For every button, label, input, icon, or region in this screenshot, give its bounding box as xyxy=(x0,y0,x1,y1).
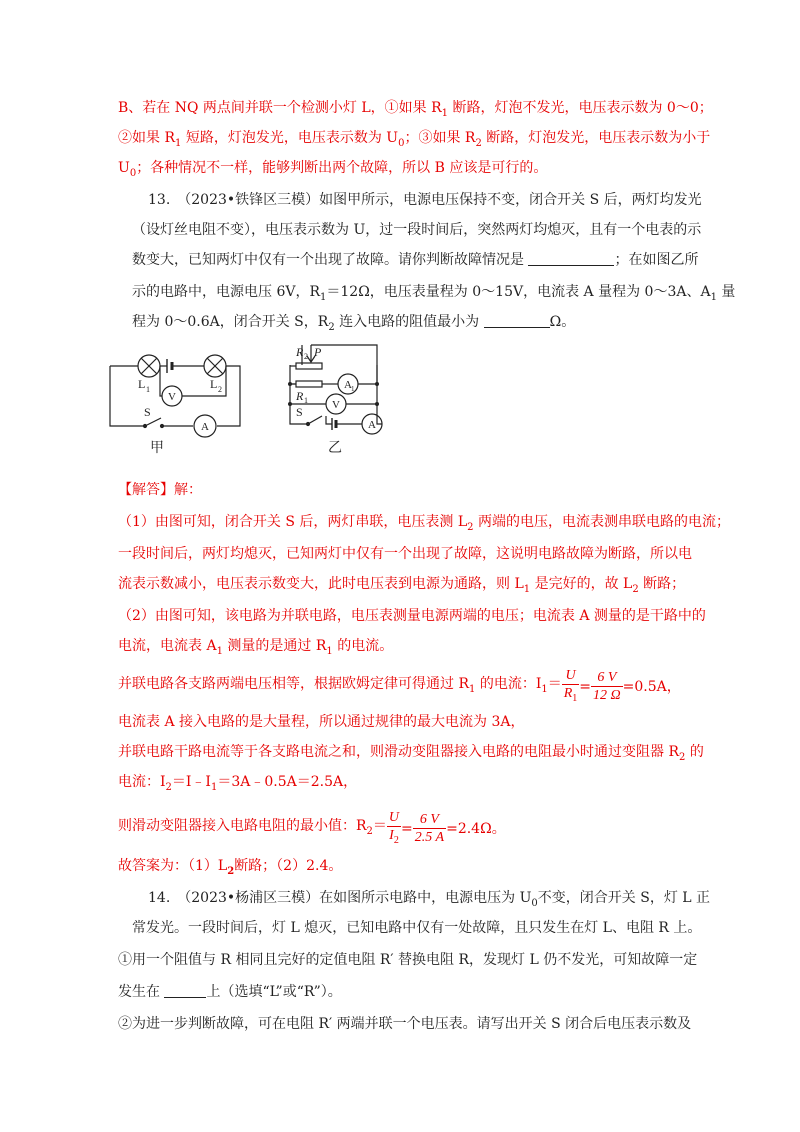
q14-line-1: 14. （2023•杨浦区三模）在如图所示电路中，电源电压为 $U_0$不变，闭合开关 S，灯 L 正 xyxy=(148,890,711,909)
figure-yi-caption: 乙 xyxy=(328,441,342,456)
label-s-yi: S xyxy=(296,405,303,419)
svg-text:2: 2 xyxy=(218,385,222,394)
answer-blank-fault[interactable] xyxy=(528,251,614,266)
label-a: A xyxy=(201,421,209,433)
q14-line-2: 常发光。一段时间后，灯 L 熄灭，已知电路中仅有一处故障，且只发生在灯 L、电阻 R 上。 xyxy=(132,920,702,936)
q13-line-1: 13. （2023•铁锋区三模）如图甲所示，电源电压保持不变，闭合开关 S 后，两灯均发光 xyxy=(148,192,702,208)
formula-i1: 并联电路各支路两端电压相等，根据欧姆定律可得通过 $R_1$ 的电流：$I_1=$ $\frac{U}{R_1}$ = $\frac{6 V}{12 \Omega}$ =0.5A， xyxy=(118,666,681,708)
switch-yi-icon xyxy=(308,416,322,424)
q13-line-2: （设灯丝电阻不变），电压表示数为 U，过一段时间后，突然两灯均熄灭，且有一个电表的示 xyxy=(132,222,702,238)
answer-sum-line-2: 电流：$I_2=I﹣I_1=3A﹣0.5A=2.5A$， xyxy=(118,774,358,793)
resistor-r1-icon xyxy=(296,381,322,387)
switch-icon xyxy=(145,418,161,426)
section-b-line-2: ②如果 $R_1$ 短路，灯泡发光，电压表示数为 $U_0$；③如果 $R_2$ 断路，灯泡发光，电压表示数为小于 xyxy=(118,130,711,149)
svg-text:1: 1 xyxy=(351,385,355,393)
label-r2: R xyxy=(296,345,304,359)
section-b-line-1: B、若在 NQ 两点间并联一个检测小灯 L，①如果 $R_1$ 断路，灯泡不发光，电压表示数为 0～0； xyxy=(118,100,713,119)
q13-line-4: 示的电路中，电源电压 6V，$R_1=12\Omega$，电压表量程为 0～15V，电流表 A 量程为 0～3A、$A_1$ 量 xyxy=(132,284,736,303)
resistor-r2-icon xyxy=(296,363,322,369)
q14-line-3: ①用一个阻值与 R 相同且完好的定值电阻 R′ 替换电阻 R，发现灯 L 仍不发光，可知故障一定 xyxy=(118,952,698,968)
answer-blank-resistance[interactable] xyxy=(484,313,550,328)
q13-line-5: 程为 0～0.6A，闭合开关 S，$R_2$ 连入电路的阻值最小为 Ω。 xyxy=(132,314,576,333)
label-v-yi: V xyxy=(332,399,340,411)
fraction-u-over-r1: $\frac{U}{R_1}$ xyxy=(563,668,578,704)
fraction-6v-over-12ohm: $\frac{6 V}{12 \Omega}$ xyxy=(593,670,621,704)
label-l1: L xyxy=(138,377,146,391)
answer-range-line: 电流表 A 接入电路的是大量程，所以通过规律的最大电流为 3A， xyxy=(118,714,525,730)
svg-text:1: 1 xyxy=(304,396,308,405)
label-a1: A xyxy=(344,379,352,391)
section-b-line-3: $U_0$；各种情况不一样，能够判断出两个故障，所以 B 应该是可行的。 xyxy=(118,160,548,179)
figure-jia-caption: 甲 xyxy=(150,441,164,456)
svg-text:1: 1 xyxy=(146,385,150,394)
answer-final: 故答案为：$(1)L_2$断路；（2）2.4。 xyxy=(118,858,343,877)
answer-blank-l-or-r[interactable] xyxy=(164,983,206,998)
label-a-yi: A xyxy=(368,419,376,431)
label-s: S xyxy=(144,405,151,419)
formula-r2: 则滑动变阻器接入电路电阻的最小值：$R_2=$ $\frac{U}{I_2}$ = $\frac{6 V}{2.5 A}$ =2.4Ω。 xyxy=(118,808,506,850)
answer-p2-line-1: （2）由图可知，该电路为并联电路，电压表测量电源两端的电压；电流表 A 测量的是干路中的 xyxy=(118,608,706,624)
answer-sum-line-1: 并联电路干路电流等于各支路电流之和，则滑动变阻器接入电路的电阻最小时通过变阻器 $R_2$ 的 xyxy=(118,744,704,763)
answer-p1-line-1: （1）由图可知，闭合开关 S 后，两灯串联，电压表测 $L_2$ 两端的电压，电流表测串联电路的电流； xyxy=(118,514,730,533)
q13-line-3: 数变大，已知两灯中仅有一个出现了故障。请你判断故障情况是 ；在如图乙所 xyxy=(132,252,699,268)
answer-p1-line-3: 流表示数减小，电压表示数变大，此时电压表到电源为通路，则 $L_1$ 是完好的，故 $L_2$ 断路； xyxy=(118,576,686,595)
label-v: V xyxy=(168,391,176,403)
label-l2: L xyxy=(210,377,218,391)
q14-line-4: 发生在 上（选填“L”或“R”）。 xyxy=(118,984,342,1000)
label-p: P xyxy=(314,345,322,359)
fraction-u-over-i2: $\frac{U}{I_2}$ xyxy=(388,810,400,846)
answer-p2-line-2: 电流，电流表 $A_1$ 测量的是通过 $R_1$ 的电流。 xyxy=(118,638,394,657)
answer-header: 【解答】解： xyxy=(118,482,202,498)
fraction-6v-over-2-5a: $\frac{6 V}{2.5 A}$ xyxy=(414,812,445,846)
answer-p1-line-2: 一段时间后，两灯均熄灭，已知两灯中仅有一个出现了故障，这说明电路故障为断路，所以电 xyxy=(118,546,692,562)
q14-line-5: ②为进一步判断故障，可在电阻 R′ 两端并联一个电压表。请写出开关 S 闭合后电压表示数及 xyxy=(118,1016,692,1032)
label-r1: R xyxy=(296,389,304,403)
circuit-figures xyxy=(100,340,400,460)
svg-text:2: 2 xyxy=(304,352,308,361)
